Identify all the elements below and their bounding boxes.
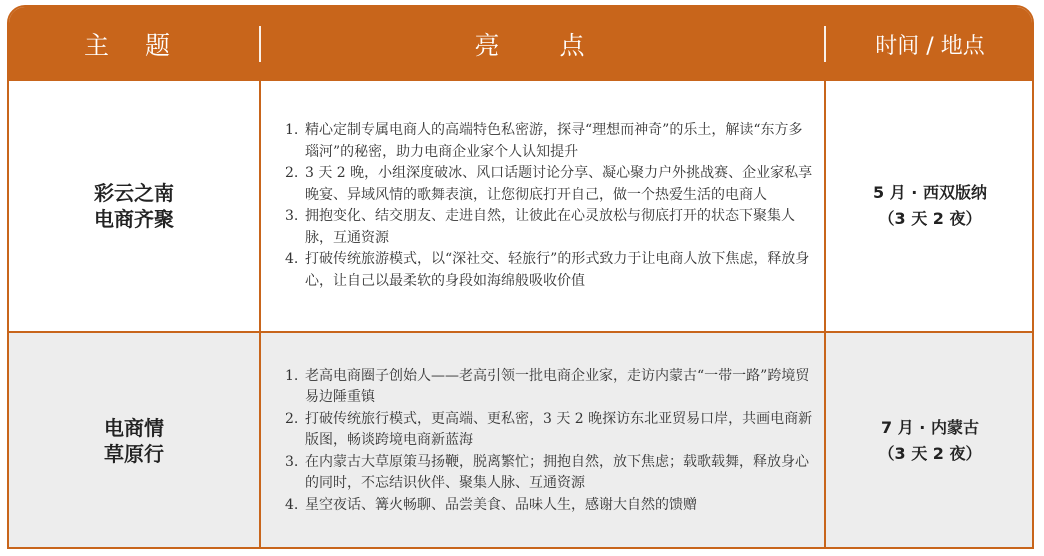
table-row	[9, 333, 1032, 549]
time-place: 7 月 · 内蒙古	[881, 418, 979, 437]
topic-cell	[9, 81, 259, 331]
topic-line: 电商齐聚	[94, 207, 174, 231]
list-item: 4. 打破传统旅游模式，以“深社交、轻旅行”的形式致力于让电商人放下焦虑，释放身心，让自己以最柔软的身段如海绵般吸收价值	[285, 251, 810, 289]
topic-line: 电商情	[104, 416, 164, 440]
itinerary-table	[7, 5, 1034, 549]
header-time-place: 时间 / 地点	[875, 33, 985, 59]
column-divider	[824, 81, 826, 549]
list-item: 1. 精心定制专属电商人的高端特色私密游，探寻“理想而神奇”的乐土，解读“东方多瑙河”的秘密，助力电商企业家个人认知提升	[285, 122, 803, 160]
time-place-cell	[826, 81, 1034, 331]
list-item: 3. 拥抱变化、结交朋友、走进自然，让彼此在心灵放松与彻底打开的状态下聚集人脉，互通资源	[285, 208, 795, 246]
list-item: 2. 打破传统旅行模式，更高端、更私密，3 天 2 晚探访东北亚贸易口岸，共画电商新版图，畅谈跨境电商新蓝海	[285, 410, 813, 449]
table-header	[9, 7, 1032, 81]
topic-line: 彩云之南	[94, 181, 174, 205]
list-item: 2. 3 天 2 晚，小组深度破冰、风口话题讨论分享、凝心聚力户外挑战赛、企业家私享晚宴、异域风情的歌舞表演，让您彻底打开自己，做一个热爱生活的电商人	[285, 165, 813, 203]
topic-line: 草原行	[104, 442, 164, 466]
list-item: 1. 老高电商圈子创始人——老高引领一批电商企业家，走访内蒙古“一带一路”跨境贸易边陲重镇	[285, 367, 810, 406]
duration: （3 天 2 夜）	[878, 209, 982, 228]
highlights-cell	[261, 333, 824, 549]
time-place-cell	[826, 333, 1034, 549]
header-topic: 主 题	[84, 31, 184, 60]
list-item: 4. 星空夜话、篝火畅聊、品尝美食、品味人生，感谢大自然的馈赠	[285, 496, 697, 513]
highlights-list	[285, 366, 814, 517]
column-divider	[259, 81, 261, 549]
time-place: 5 月 · 西双版纳	[873, 183, 987, 202]
table-row	[9, 81, 1032, 331]
list-item: 3. 在内蒙古大草原策马扬鞭，脱离繁忙；拥抱自然，放下焦虑；载歌载舞，释放身心的同时，不忘结识伙伴、聚集人脉、互通资源	[285, 453, 809, 492]
duration: （3 天 2 夜）	[878, 444, 982, 463]
highlights-cell	[261, 81, 824, 331]
header-highlights: 亮 点	[474, 31, 611, 60]
topic-cell	[9, 333, 259, 549]
highlights-list	[285, 120, 814, 292]
